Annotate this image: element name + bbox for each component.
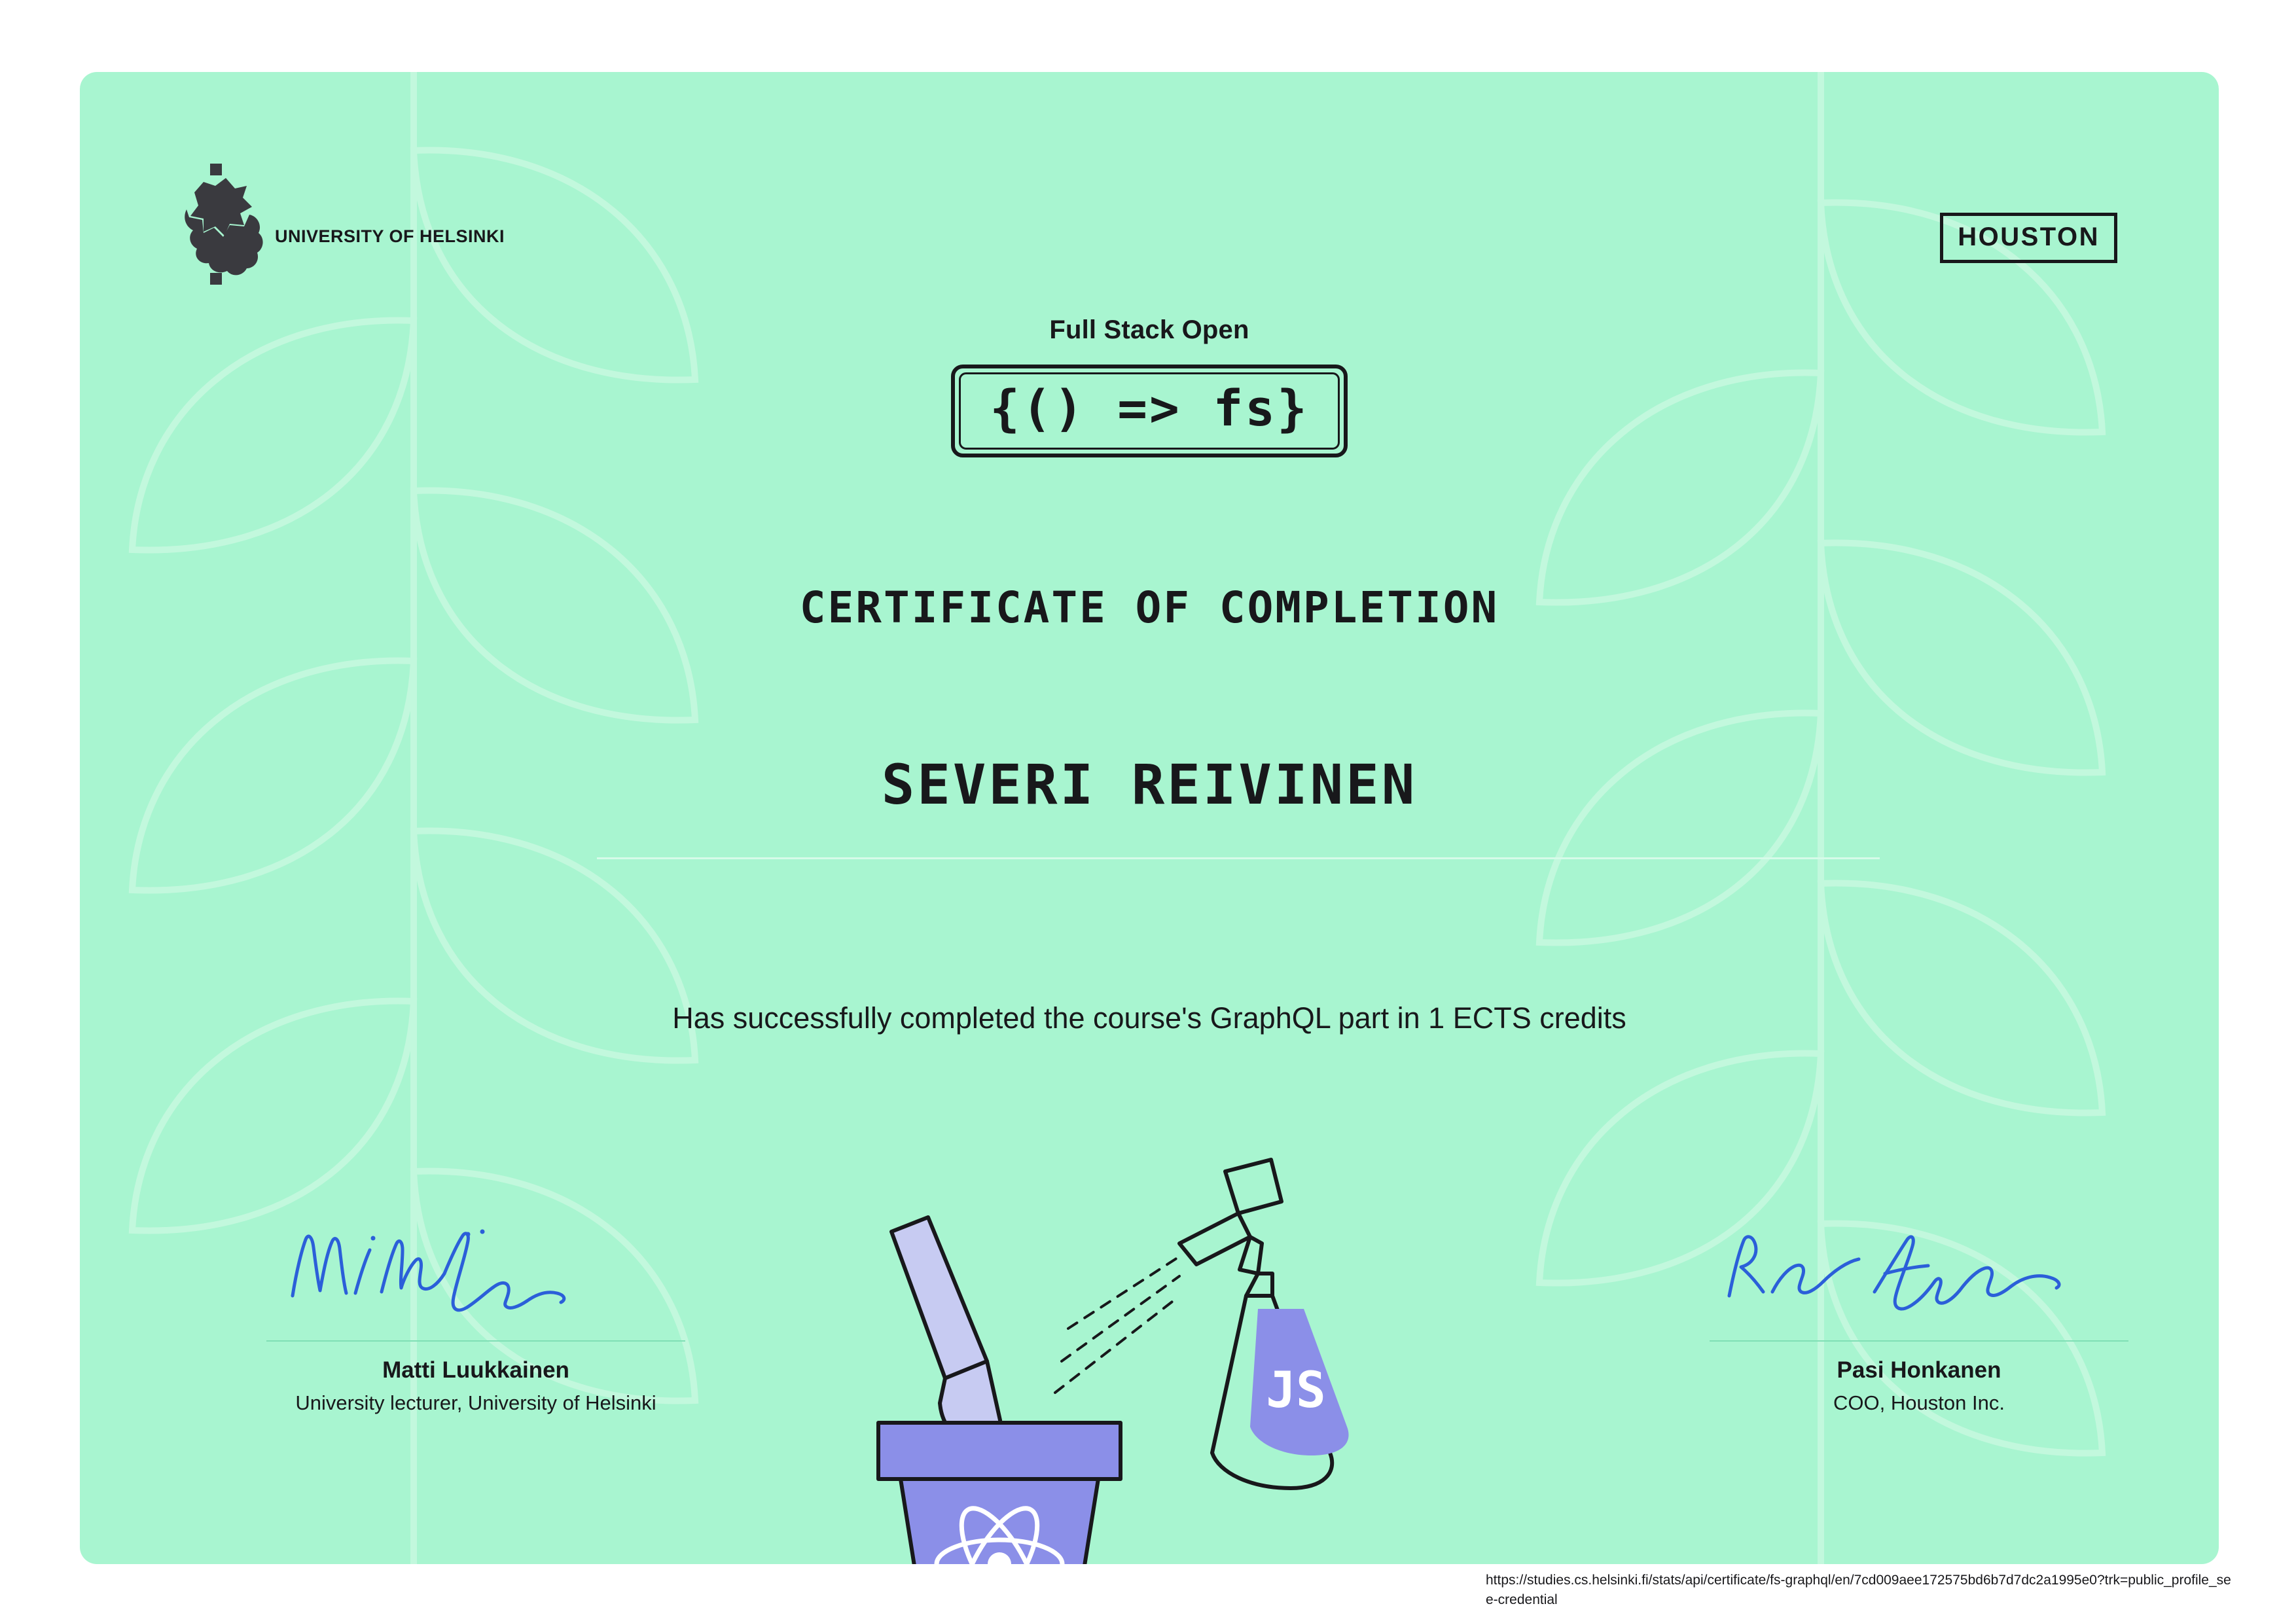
react-plant-pot-with-js-spray-bottle-illustration-icon	[872, 1145, 1487, 1564]
course-logo-text: {() => fs}	[959, 372, 1340, 450]
signature-block-right	[1710, 1211, 2128, 1415]
university-name-label: UNIVERSITY OF HELSINKI	[275, 226, 505, 246]
signer-name-right: Pasi Honkanen	[1837, 1357, 2001, 1383]
handwritten-signature-pasi-icon	[1710, 1211, 2128, 1335]
signer-title-right: COO, Houston Inc.	[1833, 1391, 2005, 1414]
certificate-card	[80, 72, 2219, 1564]
signer-name-left: Matti Luukkainen	[382, 1357, 569, 1383]
signature-block-left	[266, 1211, 685, 1415]
signature-rule-left	[266, 1340, 685, 1342]
houston-partner-badge: HOUSTON	[1940, 213, 2117, 263]
certificate-description: Has successfully completed the course's GraphQL part in 1 ECTS credits	[672, 1001, 1626, 1035]
university-logo-block	[181, 164, 505, 285]
recipient-name: SEVERI REIVINEN	[881, 753, 1418, 817]
university-of-helsinki-logo-icon	[181, 164, 263, 285]
handwritten-signature-matti-icon	[266, 1211, 685, 1335]
certificate-title: CERTIFICATE OF COMPLETION	[799, 582, 1499, 633]
signer-title-left: University lecturer, University of Helsinki	[295, 1391, 656, 1414]
name-divider	[597, 857, 1880, 859]
signature-rule-right	[1710, 1340, 2128, 1342]
credential-url-text: https://studies.cs.helsinki.fi/stats/api/certificate/fs-graphql/en/7cd009aee172575bd6b7d7dc2a1995e0?trk=public_profile_see-credential	[1486, 1573, 2231, 1608]
svg-text:JS: JS	[1266, 1361, 1326, 1419]
course-logo-box	[951, 365, 1348, 457]
course-name-label: Full Stack Open	[1049, 315, 1249, 344]
course-brand-block	[80, 315, 2219, 457]
